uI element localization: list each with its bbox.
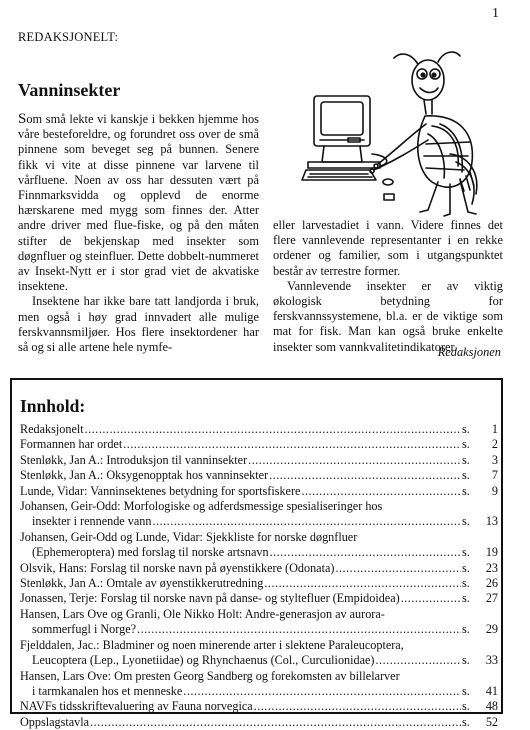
toc-entry [20, 422, 498, 437]
toc-entry-text: Johansen, Geir-Odd: Morfologiske og adferdsmessige spesialiseringer hos [20, 499, 383, 514]
toc-page-number: 52 [485, 714, 498, 729]
toc-entry [20, 607, 498, 638]
toc-entry-text: Leucoptera (Lep., Lyonetiidae) og Rhynchaenus (Col., Curculionidae) [32, 653, 375, 668]
toc-s-label: s. [462, 468, 470, 483]
toc-entry-text: Hansen, Lars Ove og Granli, Ole Nikko Holt: Andre-generasjon av aurora- [20, 606, 385, 621]
toc-entry [20, 591, 498, 606]
toc-entry [20, 561, 498, 576]
toc-page-number: 41 [485, 683, 498, 698]
toc-page-number: 29 [485, 622, 498, 637]
toc-leader-dots [335, 561, 461, 576]
toc-entry-text: Lunde, Vidar: Vanninsektenes betydning for sportsfiskere [20, 483, 301, 498]
toc-page-number: 2 [491, 437, 498, 452]
article-right-column [273, 218, 503, 355]
toc-page-number: 3 [491, 452, 498, 467]
toc-page-number: 33 [485, 653, 498, 668]
toc-s-label: s. [462, 452, 470, 467]
toc-page-number: 23 [485, 560, 498, 575]
toc-leader-dots [270, 545, 461, 560]
toc-leader-dots [152, 514, 461, 529]
toc-s-label: s. [462, 545, 470, 560]
article-signature: Redaksjonen [437, 345, 501, 359]
toc-title: Innhold: [20, 396, 86, 416]
toc-entry-text: insekter i rennende vann [32, 514, 152, 529]
page-number: 1 [492, 6, 499, 21]
toc-page-number: 26 [485, 576, 498, 591]
toc-entry [20, 530, 498, 561]
article-title: Vanninsekter [18, 80, 121, 100]
toc-entry-text: (Ephemeroptera) med forslag til norske artsnavn [32, 545, 269, 560]
toc-s-label: s. [462, 714, 470, 729]
toc-s-label: s. [462, 437, 470, 452]
toc-leader-dots [376, 653, 462, 668]
table-of-contents [10, 378, 503, 729]
toc-entry-text: Redaksjonelt [20, 422, 84, 436]
toc-leader-dots [248, 453, 461, 468]
toc-entry [20, 437, 498, 452]
toc-entry-text: Formannen har ordet [20, 437, 123, 452]
toc-entry [20, 669, 498, 700]
article-paragraph: Som små lekte vi kanskje i bekken hjemme hos våre besteforeldre, og forundret oss over de små pinnene som beveget seg på bunnen. Senere fikk vi vite at disse pinnene var larvene til vårfluene. Noen av oss har dessuten vært på Finnmarksvidda og opplevd de enorme hærskarene med mygg som finnes der. Atter andre driver med flue-fiske, og på den måten stifter de bekjenskap med insekter som døgnfluer og steinfluer. Dette dobbelt-nummeret av Insekt-Nytt er i stor grad viet de akvatiske insektene. [18, 111, 259, 294]
article-paragraph: Vannlevende insekter er av viktig økologisk betydning for ferskvannssystemene, bl.a. er de viktige som mat for fisk. Man kan også bruke enkelte insekter som vannkvalitetindikatorer. [273, 278, 503, 354]
toc-entry-text: sommerfugl i Norge? [32, 622, 137, 637]
toc-entry-text: Johansen, Geir-Odd og Lunde, Vidar: Sjekkliste for norske døgnfluer [20, 529, 358, 544]
toc-list [20, 422, 498, 730]
toc-s-label: s. [462, 422, 470, 436]
toc-page-number: 27 [485, 591, 498, 606]
toc-entry [20, 699, 498, 714]
toc-s-label: s. [462, 683, 470, 698]
toc-leader-dots [401, 591, 461, 606]
toc-entry [20, 453, 498, 468]
toc-s-label: s. [462, 653, 470, 668]
toc-page-number: 13 [485, 514, 498, 529]
toc-page-number: 7 [491, 468, 498, 483]
toc-leader-dots [183, 684, 461, 699]
toc-entry-text: Fjelddalen, Jac.: Bladminer og noen minerende arter i slektene Paraleucoptera, [20, 637, 404, 652]
toc-page-number: 19 [485, 545, 498, 560]
toc-leader-dots [90, 715, 461, 730]
toc-s-label: s. [462, 699, 470, 714]
toc-leader-dots [301, 484, 461, 499]
toc-entry-text: NAVFs tidsskriftevaluering av Fauna norvegica [20, 699, 253, 714]
article-paragraph: eller larvestadiet i vann. Videre finnes det flere vannlevende representanter i en rekke ordener og familier, som i utgangspunktet består av terrestre former. [273, 218, 503, 278]
toc-leader-dots [264, 576, 461, 591]
toc-entry-text: Olsvik, Hans: Forslag til norske navn på øyenstikkere (Odonata) [20, 560, 335, 575]
toc-entry-text: Jonassen, Terje: Forslag til norske navn på danse- og styltefluer (Empidoidea) [20, 591, 400, 606]
toc-leader-dots [254, 699, 461, 714]
article-left-column [18, 112, 259, 355]
toc-s-label: s. [462, 514, 470, 529]
toc-entry [20, 638, 498, 669]
toc-page-number: 9 [491, 483, 498, 498]
toc-leader-dots [123, 437, 461, 452]
section-label: REDAKSJONELT: [18, 30, 119, 44]
toc-entry-text: Oppslagstavla [20, 714, 90, 729]
toc-entry [20, 484, 498, 499]
toc-s-label: s. [462, 560, 470, 575]
toc-entry-text: Stenløkk, Jan A.: Oksygenopptak hos vanninsekter [20, 468, 269, 483]
insect-at-computer-illustration [300, 44, 510, 219]
toc-s-label: s. [462, 622, 470, 637]
toc-entry [20, 715, 498, 730]
toc-entry-text: Hansen, Lars Ove: Om presten Georg Sandberg og forekomsten av billelarver [20, 668, 400, 683]
toc-entry [20, 576, 498, 591]
toc-leader-dots [269, 468, 461, 483]
toc-page-number: 48 [485, 699, 498, 714]
toc-entry [20, 499, 498, 530]
toc-page-number: 1 [491, 422, 498, 436]
toc-entry-text: Stenløkk, Jan A.: Omtale av øyenstikkerutredning [20, 576, 264, 591]
toc-entry-text: Stenløkk, Jan A.: Introduksjon til vanninsekter [20, 452, 248, 467]
toc-entry-text: i tarmkanalen hos et menneske [32, 683, 183, 698]
toc-s-label: s. [462, 483, 470, 498]
toc-s-label: s. [462, 591, 470, 606]
toc-s-label: s. [462, 576, 470, 591]
article-paragraph: Insektene har ikke bare tatt landjorda i bruk, men også i høy grad innvadert alle mulige ferskvannsmiljøer. Hos flere insektordener har så og si alle artene hele nymfe- [18, 294, 259, 355]
toc-leader-dots [137, 622, 461, 637]
toc-leader-dots [85, 422, 461, 437]
toc-entry [20, 468, 498, 483]
